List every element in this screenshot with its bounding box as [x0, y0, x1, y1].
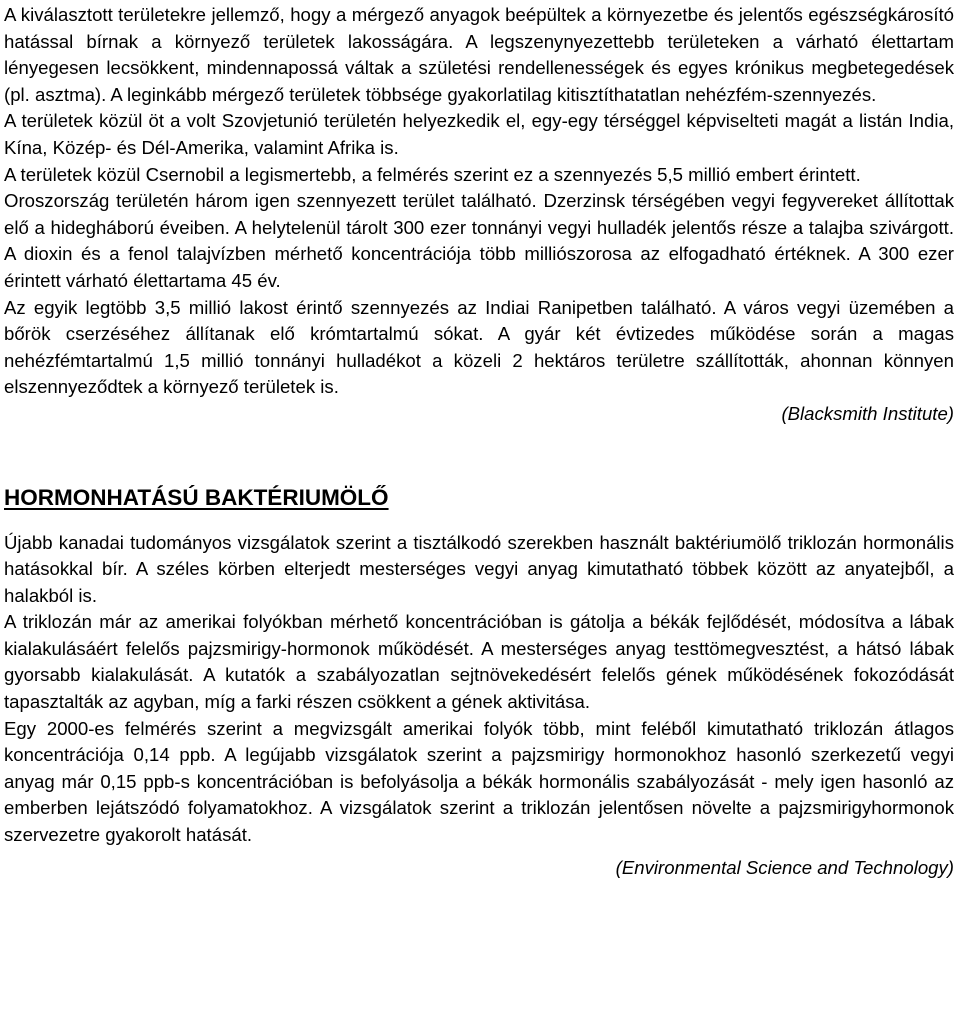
- source-citation: (Environmental Science and Technology): [615, 856, 954, 878]
- article-toxic-sites: [4, 2, 954, 428]
- section-heading: HORMONHATÁSÚ BAKTÉRIUMÖLŐ: [4, 484, 389, 510]
- paragraph: Az egyik legtöbb 3,5 millió lakost érintő szennyezés az Indiai Ranipetben található. A város vegyi üzemében a bőrök cserzéséhez állítanak elő krómtartalmú sókat. A gyár két évtizedes működése során a magas nehézfémtartalmú 1,5 millió tonnányi hulladékot a közeli 2 hektáros területre szállították, ahonnan könnyen elszennyeződtek a környező területek is.: [4, 296, 954, 398]
- paragraph: Újabb kanadai tudományos vizsgálatok szerint a tisztálkodó szerekben használt baktériumölő triklozán hormonális hatásokkal bír. A széles körben elterjedt mesterséges vegyi anyag kimutatható többek között az anyatejből, a halakból is.: [4, 531, 954, 606]
- article-triclosan: [4, 484, 954, 882]
- source-citation: (Blacksmith Institute): [781, 402, 954, 424]
- spacer: [4, 428, 954, 484]
- spacer: [4, 512, 954, 530]
- paragraph: A kiválasztott területekre jellemző, hogy a mérgező anyagok beépültek a környezetbe és jelentős egészségkárosító hatással bírnak a környező területek lakosságára. A legszenynyezettebb területeken a várható élettartam lényegesen lecsökkent, mindennapossá váltak a születési rendellenességek és egyes krónikus megbetegedések (pl. asztma). A leginkább mérgező területek többsége gyakorlatilag kitisztíthatatlan nehézfém-szennyezés.: [4, 4, 954, 105]
- paragraph: A triklozán már az amerikai folyókban mérhető koncentrációban is gátolja a békák fejlődését, módosítva a lábak kialakulásáért felelős pajzsmirigy-hormonok működését. A mesterséges anyag testtömegvesztést, a hátsó lábak gyorsabb kialakulását. A kutatók a szabályozatlan sejtnövekedésért felelős gének működésének fokozódását tapasztalták az agyban, míg a farki részen csökkent a gének aktivitása.: [4, 611, 954, 713]
- paragraph: A területek közül Csernobil a legismertebb, a felmérés szerint ez a szennyezés 5,5 millió embert érintett.: [4, 163, 861, 185]
- paragraph: A területek közül öt a volt Szovjetunió területén helyezkedik el, egy-egy térséggel képviselteti magát a listán India, Kína, Közép- és Dél-Amerika, valamint Afrika is.: [4, 110, 954, 158]
- paragraph: Oroszország területén három igen szennyezett terület található. Dzerzinsk térségében vegyi fegyvereket állítottak elő a hidegháború éveiben. A helytelenül tárolt 300 ezer tonnányi vegyi hulladék jelentős része a talajba szivárgott. A dioxin és a fenol talajvízben mérhető koncentrációja több milliószorosa az elfogadható értéknek. A 300 ezer érintett várható élettartama 45 év.: [4, 190, 954, 291]
- paragraph: Egy 2000-es felmérés szerint a megvizsgált amerikai folyók több, mint feléből kimutatható triklozán átlagos koncentrációja 0,14 ppb. A legújabb vizsgálatok szerint a pajzsmirigy hormonokhoz hasonló szerkezetű vegyi anyag már 0,15 ppb-s koncentrációban is befolyásolja a békák hormonális szabályozását - mely igen hasonló az emberben lejátszódó folyamatokhoz. A vizsgálatok szerint a triklozán jelentősen növelte a pajzsmirigyhormonok szervezetre gyakorolt hatását.: [4, 717, 954, 846]
